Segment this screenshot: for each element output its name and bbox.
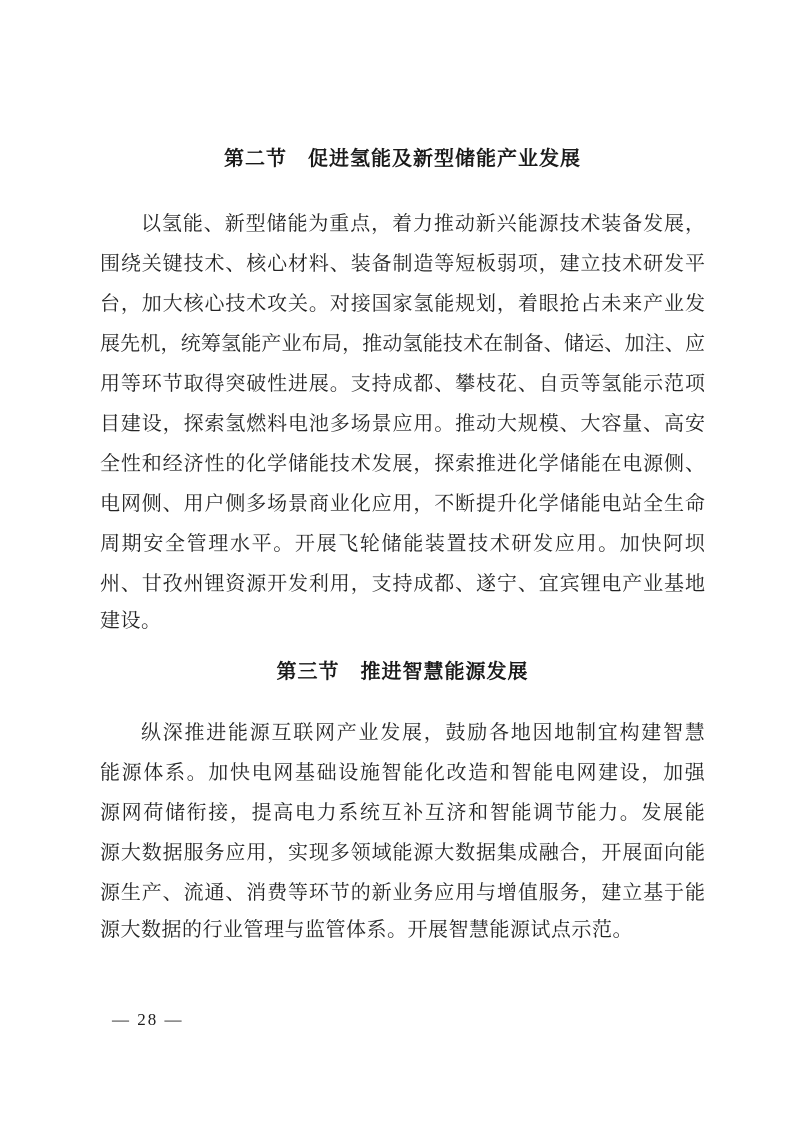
- paragraph-section-2: [100, 201, 705, 641]
- text-line: 源 大 数 据 服 务 应 用 ， 实 现 多 领 域 能 源 大 数 据 集 成 融 合 ， 开 展 面 向 能: [100, 841, 705, 864]
- text-line: 建设。: [100, 610, 162, 632]
- text-line: 能 源 体 系 。 加 快 电 网 基 础 设 施 智 能 化 改 造 和 智 能 电 网 建 设 ， 加 强: [100, 761, 705, 784]
- paragraph-section-3: [100, 710, 705, 950]
- text-line: 台 ， 加 大 核 心 技 术 攻 关 。 对 接 国 家 氢 能 规 划 ， 着 眼 抢 占 未 来 产 业 发: [100, 292, 705, 315]
- text-line: 周 期 安 全 管 理 水 平 。 开 展 飞 轮 储 能 装 置 技 术 研 发 应 用 。 加 快 阿 坝: [100, 532, 705, 555]
- text-line: 电 网 侧 、 用 户 侧 多 场 景 商 业 化 应 用 ， 不 断 提 升 化 学 储 能 电 站 全 生 命: [100, 492, 705, 515]
- text-line: 目 建 设 ， 探 索 氢 燃 料 电 池 多 场 景 应 用 。 推 动 大 规 模 、 大 容 量 、 高 安: [100, 412, 705, 435]
- text-line: 源大数据的行业管理与监管体系。开展智慧能源试点示范。: [100, 919, 633, 941]
- text-line: 源 生 产 、 流 通 、 消 费 等 环 节 的 新 业 务 应 用 与 增 值 服 务 ， 建 立 基 于 能: [100, 881, 705, 904]
- text-line: 围 绕 关 键 技 术 、 核 心 材 料 、 装 备 制 造 等 短 板 弱 项 ， 建 立 技 术 研 发 平: [100, 252, 705, 275]
- text-line: 源 网 荷 储 衔 接 ， 提 高 电 力 系 统 互 补 互 济 和 智 能 调 节 能 力 。 发 展 能: [100, 801, 705, 824]
- text-line: 纵 深 推 进 能 源 互 联 网 产 业 发 展 ， 鼓 励 各 地 因 地 制 宜 构 建 智 慧: [141, 721, 705, 744]
- page-number: — 28 —: [112, 1010, 184, 1029]
- text-line: 用 等 环 节 取 得 突 破 性 进 展 。 支 持 成 都 、 攀 枝 花 、 自 贡 等 氢 能 示 范 项: [100, 372, 705, 395]
- text-line: 以 氢 能 、 新 型 储 能 为 重 点 ， 着 力 推 动 新 兴 能 源 技 术 装 备 发 展 ，: [141, 212, 705, 235]
- section-heading-2: 第二节 促进氢能及新型储能产业发展: [224, 148, 581, 170]
- text-line: 州 、 甘 孜 州 锂 资 源 开 发 利 用 ， 支 持 成 都 、 遂 宁 、 宜 宾 锂 电 产 业 基 地: [100, 572, 705, 595]
- section-heading-3: 第三节 推进智慧能源发展: [276, 661, 529, 683]
- text-line: 全 性 和 经 济 性 的 化 学 储 能 技 术 发 展 ， 探 索 推 进 化 学 储 能 在 电 源 侧 、: [100, 452, 705, 475]
- text-line: 展 先 机 ， 统 筹 氢 能 产 业 布 局 ， 推 动 氢 能 技 术 在 制 备 、 储 运 、 加 注 、 应: [100, 332, 705, 355]
